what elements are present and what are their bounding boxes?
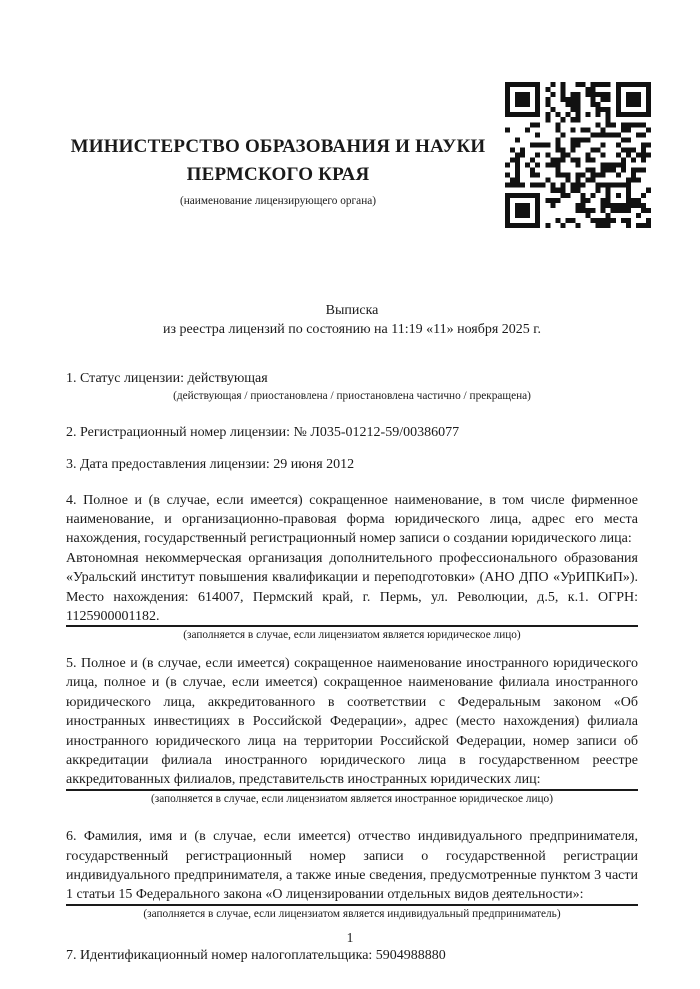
licensing-authority-name [66, 133, 490, 189]
legal-entity-value: Автономная некоммерческая организация дополнительного профессионального образования «Уральский институт повышения квалификации и переподготовки» (АНО ДПО «УрИПКиП»). Место нахождения: 614007, Пермский край, г. Пермь, ул. Революции, д.5, к.1. ОГРН: 1125900001182. [66, 550, 638, 624]
section-license-status [66, 369, 638, 404]
ministry-name-line2: ПЕРМСКОГО КРАЯ [186, 164, 370, 185]
license-status-note: (действующая / приостановлена / приостановлена частично / прекращена) [173, 390, 531, 403]
legal-entity-note: (заполняется в случае, если лицензиатом является юридическое лицо) [183, 629, 521, 642]
grant-date-text: 3. Дата предоставления лицензии: 29 июня 2012 [66, 457, 355, 473]
ministry-name-line1: МИНИСТЕРСТВО ОБРАЗОВАНИЯ И НАУКИ [70, 136, 486, 157]
page-number: 1 [346, 929, 354, 945]
title-line2: из реестра лицензий по состоянию на 11:19 «11» ноября 2025 г. [163, 322, 541, 338]
foreign-entity-text: 5. Полное и (в случае, если имеется) сокращенное наименование иностранного юридического лица, полное и (в случае, если имеется) сокращенное наименование филиала иностранного юридического лица, аккредитованного в соответствии с Федеральным законом «Об иностранных инвестициях в Российской Федерации», адрес (место нахождения) филиала иностранного юридического лица на территории Российской Федерации, номер записи об аккредитации филиала иностранного юридического лица в государственном реестре аккредитованных филиалов, представительств иностранных юридических лиц: [66, 655, 638, 788]
section-legal-entity [66, 491, 638, 643]
license-status-text: 1. Статус лицензии: действующая [66, 370, 268, 386]
section-foreign-entity [66, 654, 638, 806]
legal-entity-text: 4. Полное и (в случае, если имеется) сокращенное наименование, в том числе фирменное наименование, и организационно-правовая форма юридического лица, адрес его места нахождения, государственный регистрационный номер записи о создании юридического лица: [66, 492, 638, 547]
registration-number-text: 2. Регистрационный номер лицензии: № Л035-01212-59/00386077 [66, 424, 460, 440]
section-registration-number [66, 423, 638, 442]
foreign-entity-note: (заполняется в случае, если лицензиатом является иностранное юридическое лицо) [151, 792, 553, 805]
document-header [66, 133, 490, 208]
section-taxpayer-number [66, 946, 638, 965]
section-grant-date [66, 455, 638, 474]
taxpayer-number-text: 7. Идентификационный номер налогоплательщика: 5904988880 [66, 948, 446, 964]
title-line1: Выписка [325, 303, 379, 318]
section-individual-entrepreneur [66, 827, 638, 921]
individual-entrepreneur-text: 6. Фамилия, имя и (в случае, если имеется) отчество индивидуального предпринимателя, государственный регистрационный номер записи о государственной регистрации индивидуального предпринимателя, а также иные сведения, предусмотренные пунктом 3 части 1 статьи 15 Федерального закона «О лицензировании отдельных видов деятельности»: [66, 829, 638, 903]
document-content [66, 0, 638, 966]
document-title [66, 301, 638, 340]
individual-entrepreneur-note: (заполняется в случае, если лицензиатом является индивидуальный предприниматель) [143, 907, 561, 920]
ministry-caption: (наименование лицензирующего органа) [179, 195, 377, 207]
